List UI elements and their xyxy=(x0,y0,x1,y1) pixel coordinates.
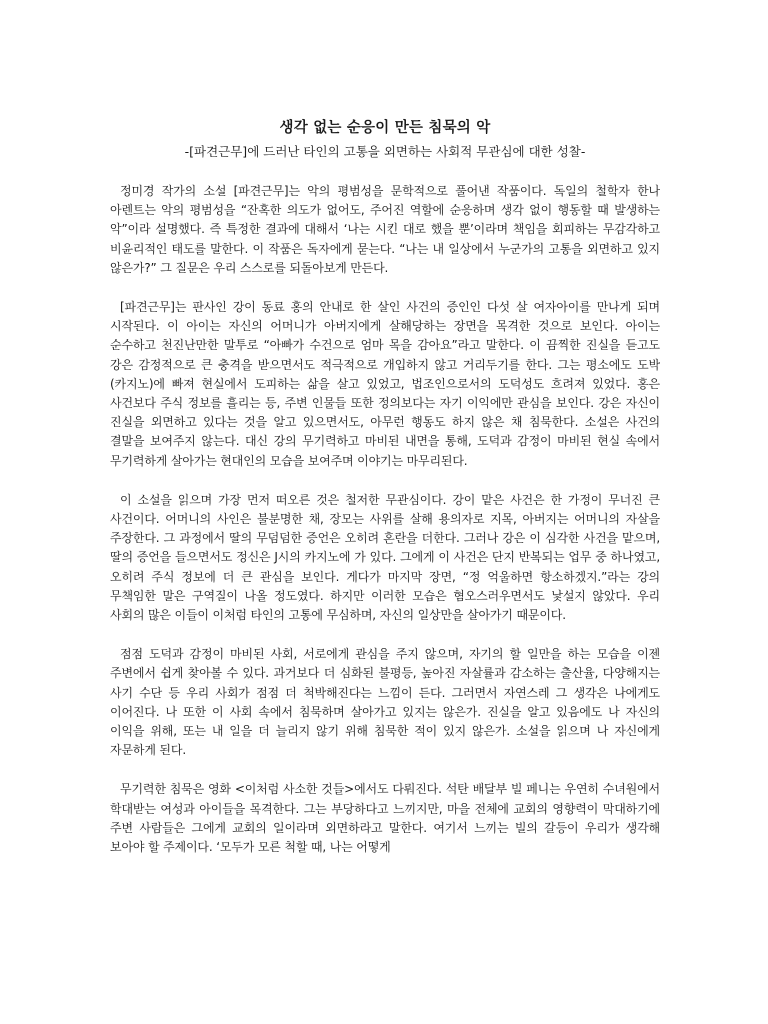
paragraph-1: 정미경 작가의 소설 [파견근무]는 악의 평범성을 문학적으로 풀어낸 작품이다. 독일의 철학자 한나 아렌트는 악의 평범성을 “잔혹한 의도가 없어도, 주어진 역할에 순응하며 생각 없이 행동할 때 발생하는 악”이라 설명했다. 즉 특정한 결과에 대해서 ‘나는 시킨 대로 했을 뿐’이라며 책임을 회피하는 무감각하고 비윤리적인 태도를 말한다. 이 작품은 독자에게 묻는다. “나는 내 일상에서 누군가의 고통을 외면하고 있지 않은가?” 그 질문은 우리 스스로를 되돌아보게 만든다. xyxy=(110,184,660,275)
paragraph-5: 무기력한 침묵은 영화 <이처럼 사소한 것들>에서도 다뤄진다. 석탄 배달부 빌 페니는 우연히 수녀원에서 학대받는 여성과 아이들을 목격한다. 그는 부당하다고 느끼지만, 마을 전체에 교회의 영향력이 막대하기에 주변 사람들은 그에게 교회의 일이라며 외면하라고 말한다. 여기서 느끼는 빌의 갈등이 우리가 생각해 보아야 할 주제이다. ‘모두가 모른 척할 때, 나는 어떻게 xyxy=(110,782,660,855)
paragraph-4: 점점 도덕과 감정이 마비된 사회, 서로에게 관심을 주지 않으며, 자기의 할 일만을 하는 모습을 이젠 주변에서 쉽게 찾아볼 수 있다. 과거보다 더 심화된 불평등, 높아진 자살률과 감소하는 출산율, 다양해지는 사기 수단 등 우리 사회가 점점 더 척박해진다는 느낌이 든다. 그러면서 자연스레 그 생각은 나에게도 이어진다. 나 또한 이 사회 속에서 침묵하며 살아가고 있지는 않은가. 진실을 알고 있음에도 나 자신의 이익을 위해, 또는 내 일을 더 늘리지 않기 위해 침묵한 적이 있지 않은가. 소설을 읽으며 나 자신에게 자문하게 된다. xyxy=(110,647,660,758)
document-subtitle: -[파견근무]에 드러난 타인의 고통을 외면하는 사회적 무관심에 대한 성찰- xyxy=(184,144,586,159)
document-body xyxy=(110,182,660,857)
paragraph-2: [파견근무]는 판사인 강이 동료 홍의 안내로 한 살인 사건의 증인인 다섯 살 여자아이를 만나게 되며 시작된다. 이 아이는 자신의 어머니가 아버지에게 살해당하는 장면을 목격한 것으로 보인다. 아이는 순수하고 천진난만한 말투로 “아빠가 수건으로 엄마 목을 감아요”라고 말한다. 이 끔찍한 진실을 듣고도 강은 감정적으로 큰 충격을 받으면서도 적극적으로 개입하지 않고 거리두기를 한다. 그는 평소에도 도박(카지노)에 빠져 현실에서 도피하는 삶을 살고 있었고, 법조인으로서의 도덕성도 흐려져 있었다. 홍은 사건보다 주식 정보를 흘리는 등, 주변 인물들 또한 정의보다는 자기 이익에만 관심을 보인다. 강은 자신이 진실을 외면하고 있다는 것을 알고 있으면서도, 아무런 행동도 하지 않은 채 침묵한다. 소설은 사건의 결말을 보여주지 않는다. 대신 강의 무기력하고 마비된 내면을 통해, 도덕과 감정이 마비된 현실 속에서 무기력하게 살아가는 현대인의 모습을 보여주며 이야기는 마무리된다. xyxy=(110,300,660,468)
paragraph-3: 이 소설을 읽으며 가장 먼저 떠오른 것은 철저한 무관심이다. 강이 맡은 사건은 한 가정이 무너진 큰 사건이다. 어머니의 사인은 불분명한 채, 장모는 사위를 살해 용의자로 지목, 아버지는 어머니의 자살을 주장한다. 그 과정에서 딸의 무덤덤한 증언은 오히려 혼란을 더한다. 그러나 강은 이 심각한 사건을 맡으며, 딸의 증언을 들으면서도 정신은 J시의 카지노에 가 있다. 그에게 이 사건은 단지 반복되는 업무 중 하나였고, 오히려 주식 정보에 더 큰 관심을 보인다. 게다가 마지막 장면, “정 억울하면 항소하겠지.”라는 강의 무책임한 말은 구역질이 나올 정도였다. 하지만 이러한 모습은 혐오스러우면서도 낯설지 않았다. 우리 사회의 많은 이들이 이처럼 타인의 고통에 무심하며, 자신의 일상만을 살아가기 때문이다. xyxy=(110,492,660,623)
document-title: 생각 없는 순응이 만든 침묵의 악 xyxy=(279,120,491,136)
